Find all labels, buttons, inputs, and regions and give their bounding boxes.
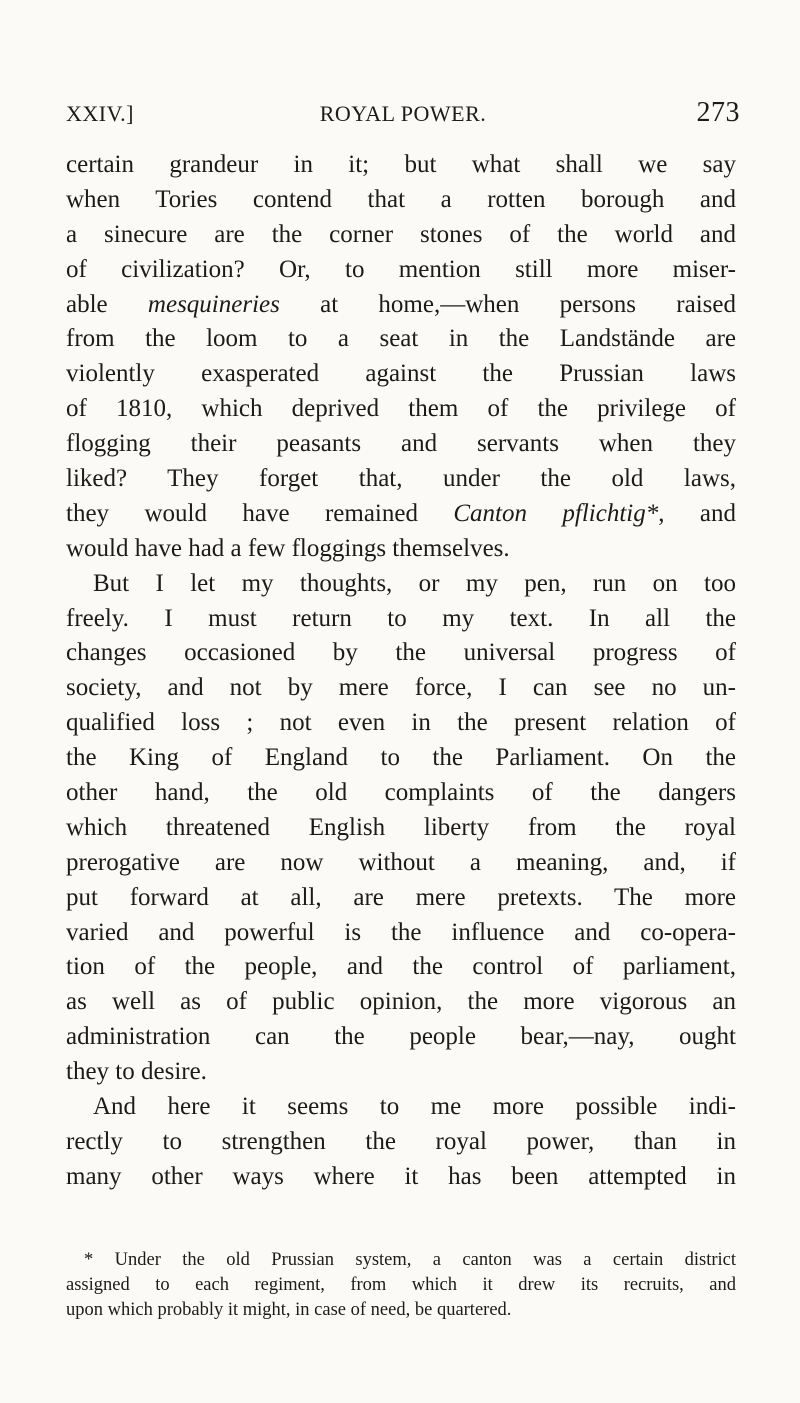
italic-word-mesquineries: mesquineries — [147, 290, 280, 318]
paragraph-start: And here it seems to me more possible indi- — [93, 1093, 736, 1121]
text-line: varied and powerful is the influence and co-opera- — [66, 918, 736, 946]
text-line: tion of the people, and the control of parliament, — [66, 953, 736, 981]
text-line: liked? They forget that, under the old laws, — [66, 465, 736, 493]
text-line: of civilization? Or, to mention still more miser- — [66, 255, 736, 283]
body-text — [66, 148, 736, 1195]
text-line: violently exasperated against the Prussian laws — [66, 360, 736, 388]
footnote-line: assigned to each regiment, from which it drew its recruits, and — [66, 1275, 736, 1295]
text-line: rectly to strengthen the royal power, than in — [66, 1127, 736, 1155]
text-line: when Tories contend that a rotten borough and — [66, 185, 736, 213]
text-line: they to desire. — [66, 1058, 207, 1086]
text-line — [66, 497, 736, 532]
paragraph-start: But I let my thoughts, or my pen, run on too — [93, 569, 736, 597]
running-title: ROYAL POWER. — [319, 101, 487, 126]
text-line: of 1810, which deprived them of the privilege of — [66, 395, 736, 423]
footnote — [66, 1248, 736, 1323]
text-segment: able — [66, 290, 148, 318]
text-line: a sinecure are the corner stones of the world and — [66, 220, 736, 248]
text-line: administration can the people bear,—nay, ought — [66, 1023, 736, 1051]
text-line: flogging their peasants and servants when they — [66, 430, 736, 458]
text-line — [66, 288, 736, 323]
text-line: from the loom to a seat in the Landstände are — [66, 325, 736, 353]
italic-phrase-canton-pflichtig: Canton pflichtig* — [453, 499, 659, 527]
text-line: qualified loss ; not even in the present relation of — [66, 709, 736, 737]
text-line: society, and not by mere force, I can see no un- — [66, 674, 736, 702]
running-head — [66, 97, 740, 137]
footnote-line: upon which probably it might, in case of need, be quartered. — [66, 1300, 512, 1320]
text-segment: at home,—when persons raised — [279, 290, 736, 318]
page-number: 273 — [696, 97, 740, 128]
text-line: other hand, the old complaints of the dangers — [66, 779, 736, 807]
text-line: the King of England to the Parliament. On the — [66, 744, 736, 772]
text-line: certain grandeur in it; but what shall we say — [66, 151, 736, 178]
text-line: prerogative are now without a meaning, and, if — [66, 848, 736, 876]
text-line: freely. I must return to my text. In all the — [66, 604, 736, 632]
footnote-line: * Under the old Prussian system, a canton was a certain district — [84, 1250, 736, 1270]
text-line: which threatened English liberty from the royal — [66, 813, 736, 841]
text-line: as well as of public opinion, the more vigorous an — [66, 988, 736, 1016]
text-line: would have had a few floggings themselves. — [66, 534, 510, 562]
text-line: put forward at all, are mere pretexts. The more — [66, 883, 736, 911]
text-segment: , and — [658, 499, 736, 527]
chapter-number: XXIV.] — [66, 101, 134, 126]
text-segment: they would have remained — [66, 499, 454, 527]
text-line: changes occasioned by the universal progress of — [66, 639, 736, 667]
text-line: many other ways where it has been attempted in — [66, 1162, 736, 1190]
